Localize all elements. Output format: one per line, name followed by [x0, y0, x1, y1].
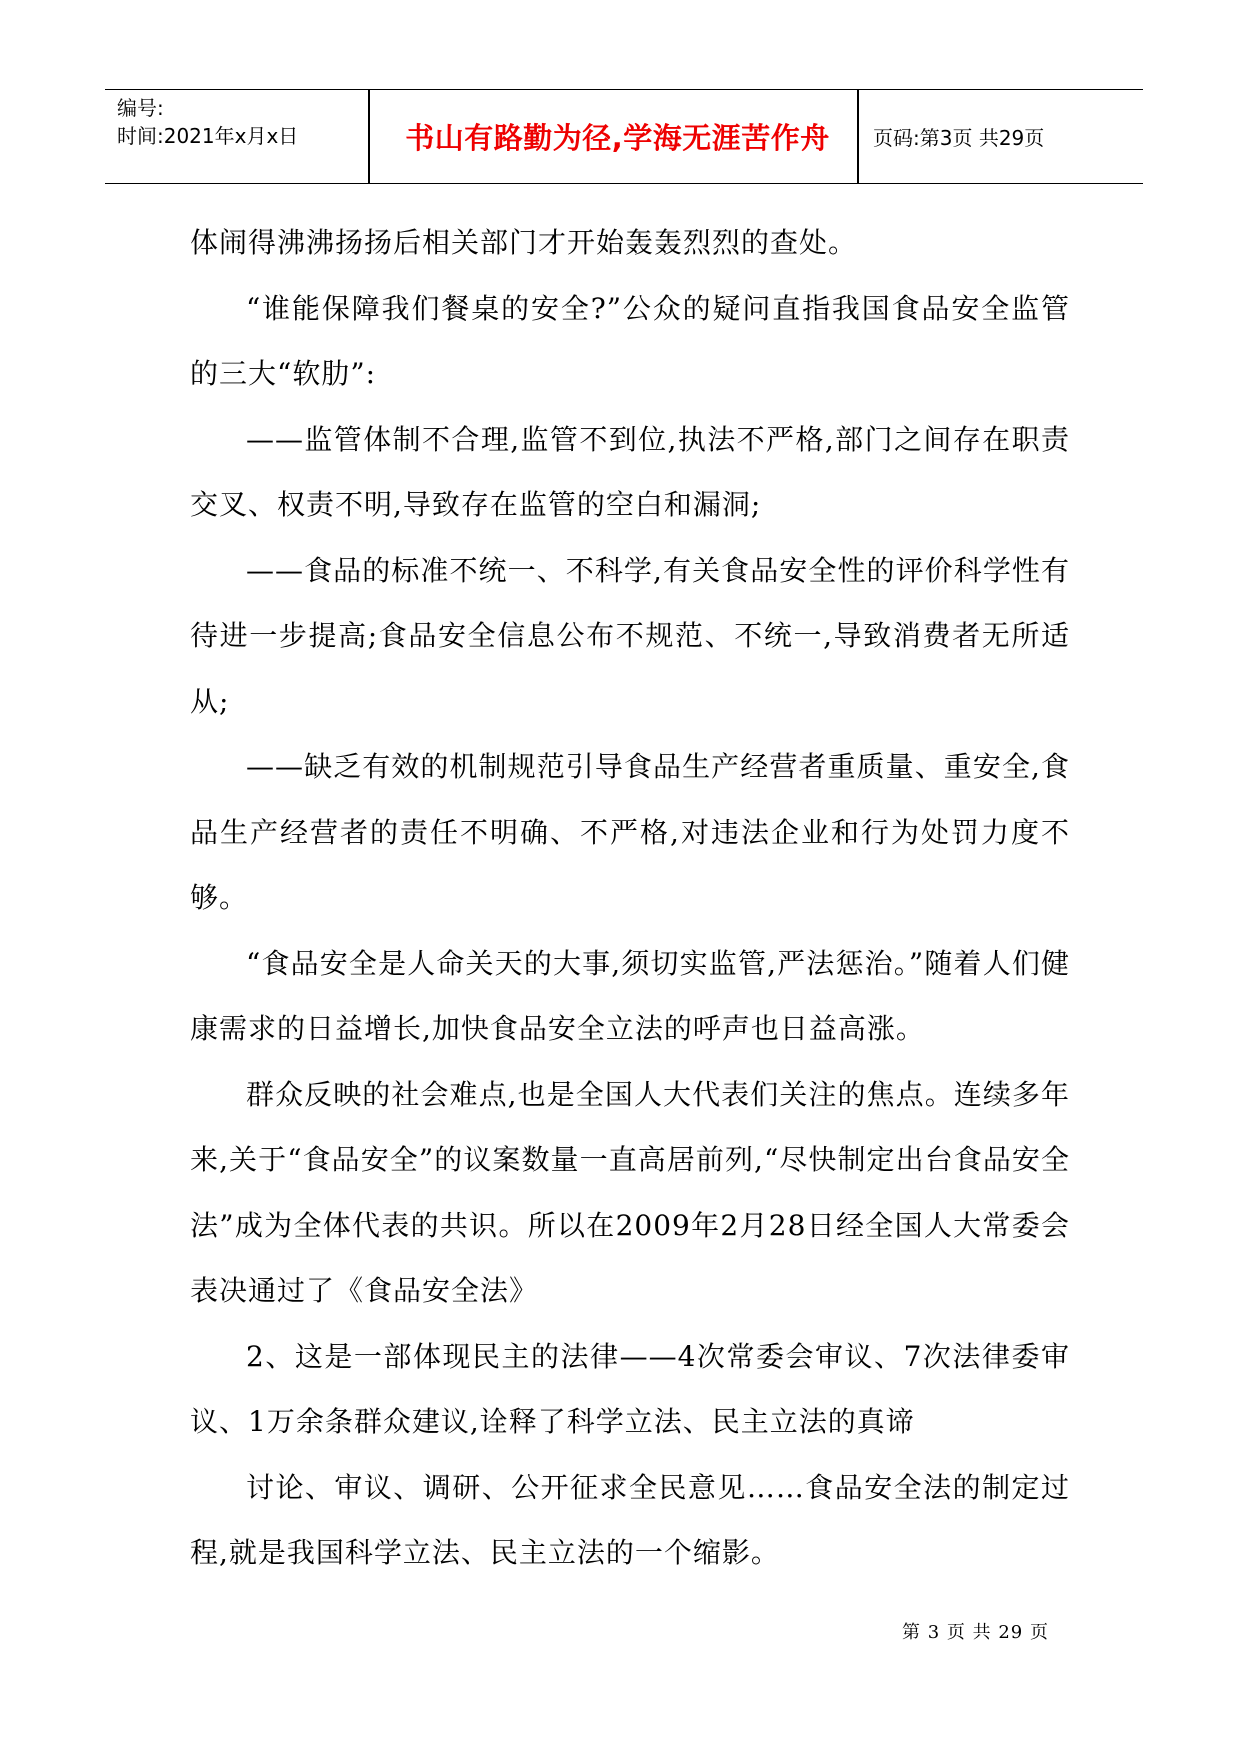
document-time-label: 时间:2021年x月x日: [117, 124, 299, 148]
header-motto: 书山有路勤为径,学海无涯苦作舟: [405, 120, 830, 155]
paragraph: 讨论、审议、调研、公开征求全民意见……食品安全法的制定过程,就是我国科学立法、民主立法的一个缩影。: [190, 1470, 1070, 1569]
document-number-label: 编号:: [117, 96, 164, 120]
page-footer: 第 3 页 共 29 页: [902, 1622, 1049, 1643]
paragraph: “谁能保障我们餐桌的安全?”公众的疑问直指我国食品安全监管的三大“软肋”:: [190, 291, 1070, 390]
paragraph: ——缺乏有效的机制规范引导食品生产经营者重质量、重安全,食品生产经营者的责任不明确、不严格,对违法企业和行为处罚力度不够。: [190, 750, 1070, 914]
paragraph: 2、这是一部体现民主的法律——4次常委会审议、7次法律委审议、1万余条群众建议,诠释了科学立法、民主立法的真谛: [190, 1339, 1070, 1438]
page-header: [105, 89, 1143, 184]
document-body: [190, 210, 1070, 1586]
paragraph: ——监管体制不合理,监管不到位,执法不严格,部门之间存在职责交叉、权责不明,导致存在监管的空白和漏洞;: [190, 422, 1070, 521]
paragraph: ——食品的标准不统一、不科学,有关食品安全性的评价科学性有待进一步提高;食品安全信息公布不规范、不统一,导致消费者无所适从;: [190, 553, 1070, 718]
paragraph: “食品安全是人命关天的大事,须切实监管,严法惩治。”随着人们健康需求的日益增长,加快食品安全立法的呼声也日益高涨。: [190, 946, 1070, 1045]
header-divider-right: [857, 90, 859, 183]
paragraph-continued: 体闹得沸沸扬扬后相关部门才开始轰轰烈烈的查处。: [190, 226, 858, 259]
header-page-info: 页码:第3页 共29页: [873, 125, 1045, 150]
header-meta: [117, 94, 367, 150]
paragraph: 群众反映的社会难点,也是全国人大代表们关注的焦点。连续多年来,关于“食品安全”的议案数量一直高居前列,“尽快制定出台食品安全法”成为全体代表的共识。所以在2009年2月28日经全国人大常委会表决通过了《食品安全法》: [190, 1077, 1070, 1307]
